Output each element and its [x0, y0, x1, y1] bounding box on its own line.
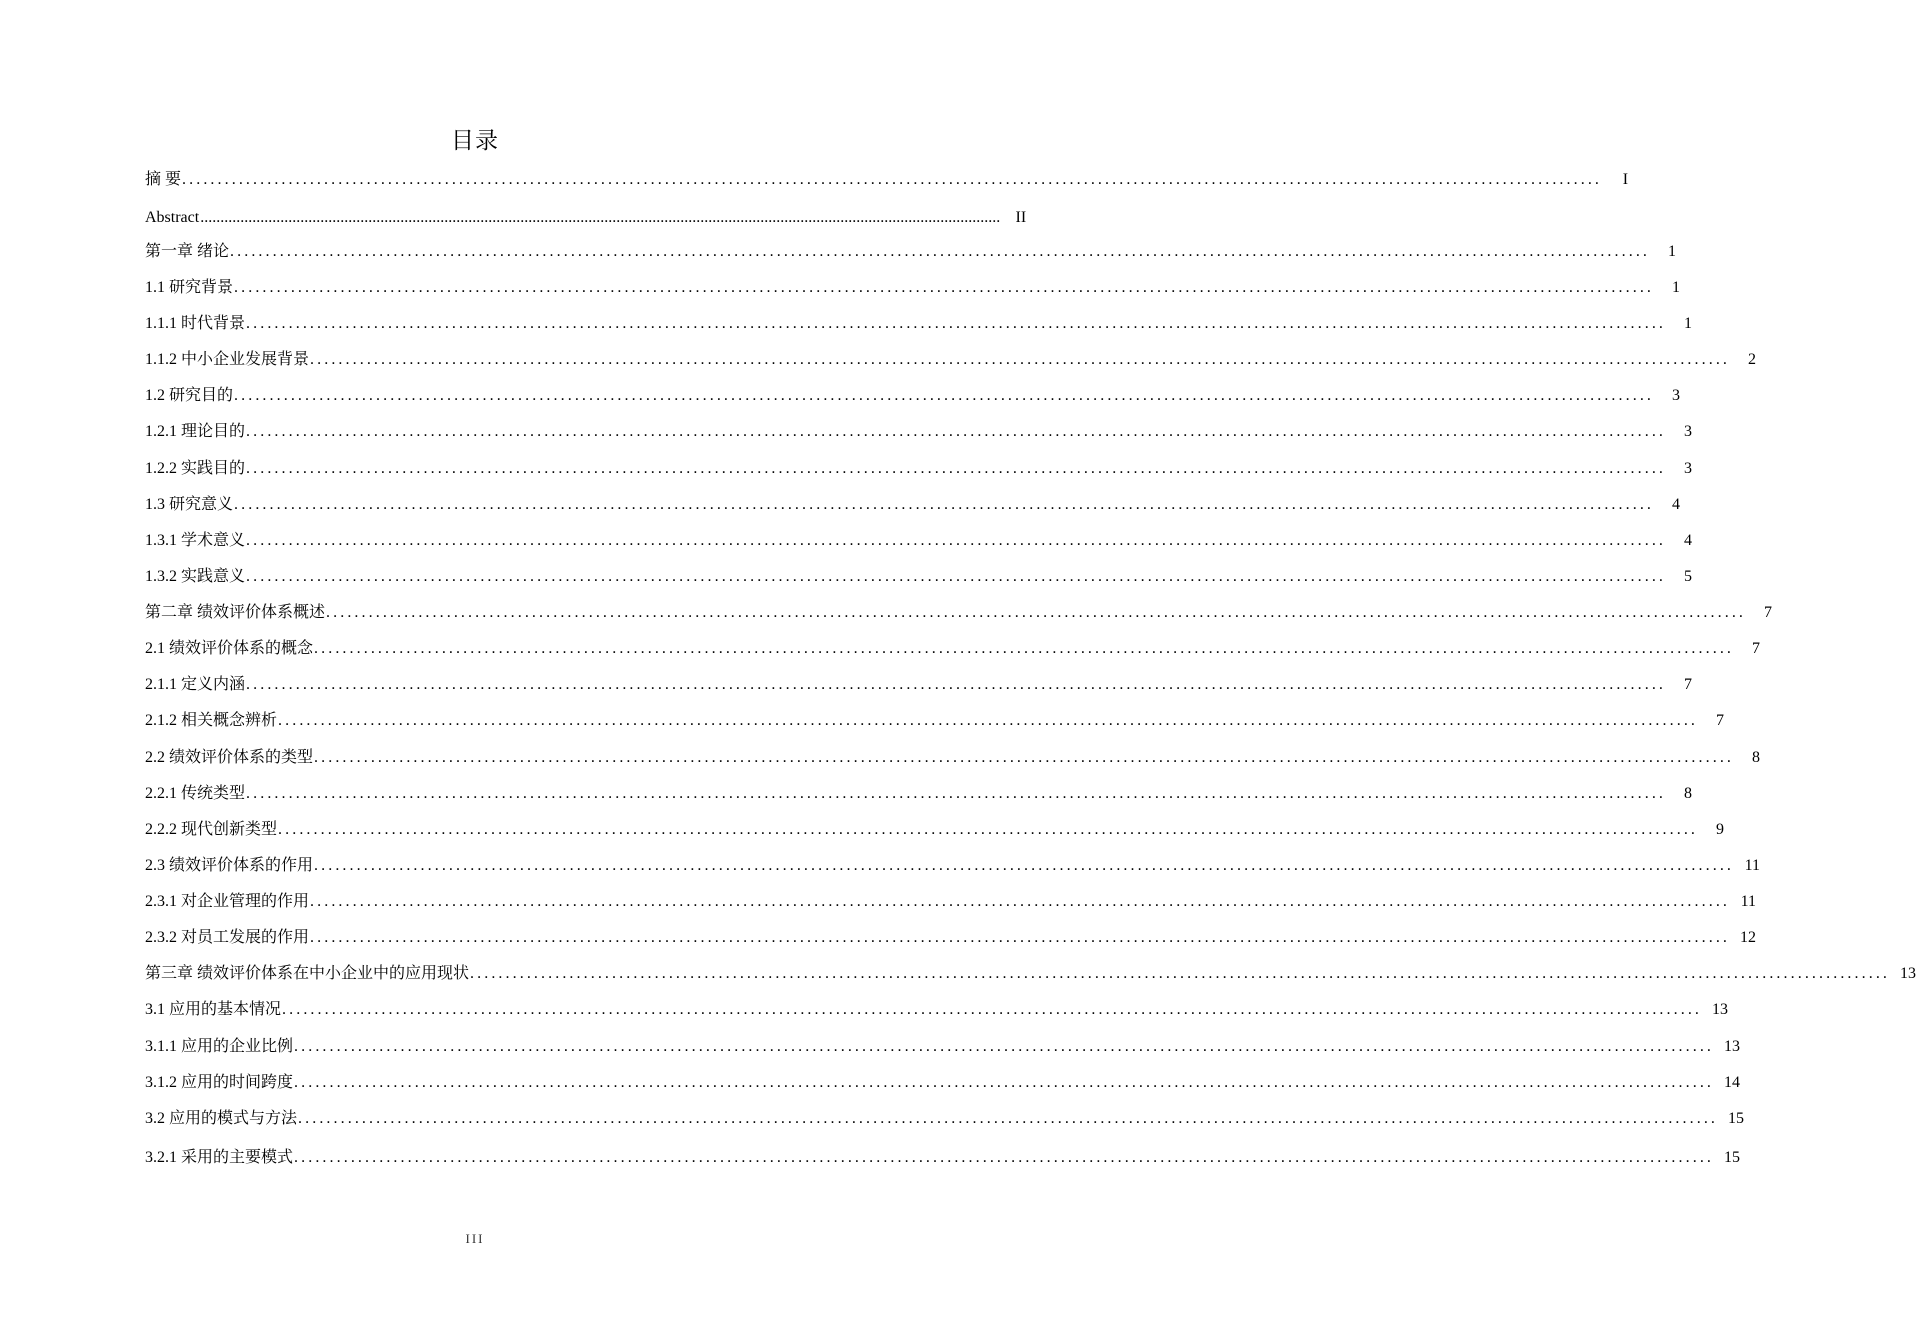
- toc-entry-page: II: [1015, 209, 1027, 226]
- toc-entry-label: 2.1 绩效评价体系的概念: [145, 640, 314, 657]
- toc-entry-page: 7: [1684, 676, 1693, 693]
- toc-entry-page: 7: [1716, 712, 1725, 729]
- toc-entry-label: 第三章 绩效评价体系在中小企业中的应用现状: [145, 965, 470, 982]
- toc-entry-page: 7: [1752, 640, 1761, 657]
- toc-entry-page: 13: [1724, 1038, 1741, 1055]
- toc-dot-leader: ........................................................................................................................................................................................................: [200, 209, 1001, 226]
- toc-dot-leader: ........................................................................................................................................................................................................: [278, 821, 1699, 838]
- toc-entry-page: 1: [1668, 243, 1677, 260]
- toc-entry-label: 2.1.1 定义内涵: [145, 676, 246, 693]
- toc-entry-label: 第一章 绪论: [145, 243, 230, 260]
- toc-entry[interactable]: [145, 709, 1725, 733]
- toc-dot-leader: ........................................................................................................................................................................................................: [246, 460, 1667, 477]
- toc-entry-label: 第二章 绩效评价体系概述: [145, 604, 326, 621]
- toc-entry-label: 1.3.2 实践意义: [145, 568, 246, 585]
- toc-entry-label: 3.2 应用的模式与方法: [145, 1110, 298, 1127]
- toc-entry[interactable]: [145, 890, 1757, 914]
- toc-dot-leader: ........................................................................................................................................................................................................: [246, 532, 1667, 549]
- toc-entry-page: I: [1622, 171, 1629, 188]
- toc-dot-leader: ........................................................................................................................................................................................................: [314, 857, 1735, 874]
- toc-entry-label: 2.3.1 对企业管理的作用: [145, 893, 310, 910]
- toc-entry-label: 1.2 研究目的: [145, 387, 234, 404]
- toc-dot-leader: ........................................................................................................................................................................................................: [326, 604, 1747, 621]
- toc-dot-leader: ........................................................................................................................................................................................................: [294, 1074, 1715, 1091]
- toc-entry-label: 2.2.1 传统类型: [145, 785, 246, 802]
- toc-entry[interactable]: [145, 493, 1681, 517]
- toc-dot-leader: ........................................................................................................................................................................................................: [294, 1038, 1715, 1055]
- toc-entry[interactable]: [145, 854, 1761, 878]
- toc-entry-page: 3: [1684, 423, 1693, 440]
- toc-entry[interactable]: [145, 168, 1629, 192]
- toc-entry-page: 8: [1684, 785, 1693, 802]
- toc-entry-page: 11: [1744, 857, 1761, 874]
- toc-dot-leader: ........................................................................................................................................................................................................: [230, 243, 1651, 260]
- toc-entry-label: 2.2 绩效评价体系的类型: [145, 749, 314, 766]
- toc-entry-label: 1.3.1 学术意义: [145, 532, 246, 549]
- toc-entry-page: 9: [1716, 821, 1725, 838]
- toc-dot-leader: ........................................................................................................................................................................................................: [314, 749, 1735, 766]
- toc-entry-page: 4: [1684, 532, 1693, 549]
- toc-title: 目录: [451, 128, 499, 154]
- toc-entry-label: 2.2.2 现代创新类型: [145, 821, 278, 838]
- toc-entry[interactable]: [145, 457, 1693, 481]
- toc-entry-page: 15: [1728, 1110, 1745, 1127]
- toc-entry-label: 2.3.2 对员工发展的作用: [145, 929, 310, 946]
- toc-entry-label: 1.1.2 中小企业发展背景: [145, 351, 310, 368]
- toc-entry[interactable]: [145, 312, 1693, 336]
- toc-entry[interactable]: [145, 673, 1693, 697]
- toc-entry-label: 2.3 绩效评价体系的作用: [145, 857, 314, 874]
- toc-dot-leader: ........................................................................................................................................................................................................: [282, 1001, 1703, 1018]
- toc-dot-leader: ........................................................................................................................................................................................................: [470, 965, 1891, 982]
- toc-entry-label: 摘 要: [145, 171, 182, 188]
- toc-entry-page: 15: [1724, 1149, 1741, 1166]
- toc-dot-leader: ........................................................................................................................................................................................................: [298, 1110, 1719, 1127]
- toc-entry-page: 4: [1672, 496, 1681, 513]
- toc-dot-leader: ........................................................................................................................................................................................................: [278, 712, 1699, 729]
- toc-entry[interactable]: [145, 348, 1757, 372]
- toc-entry[interactable]: [145, 384, 1681, 408]
- toc-entry-label: 1.2.2 实践目的: [145, 460, 246, 477]
- toc-entry[interactable]: [145, 206, 1027, 230]
- toc-dot-leader: ........................................................................................................................................................................................................: [314, 640, 1735, 657]
- toc-entry[interactable]: [145, 782, 1693, 806]
- toc-entry-label: 3.1.2 应用的时间跨度: [145, 1074, 294, 1091]
- toc-dot-leader: ........................................................................................................................................................................................................: [310, 351, 1731, 368]
- toc-dot-leader: ........................................................................................................................................................................................................: [246, 785, 1667, 802]
- toc-entry[interactable]: [145, 529, 1693, 553]
- toc-entry-page: 7: [1764, 604, 1773, 621]
- toc-dot-leader: ........................................................................................................................................................................................................: [182, 171, 1603, 188]
- toc-entry-label: 3.1 应用的基本情况: [145, 1001, 282, 1018]
- toc-entry[interactable]: [145, 601, 1773, 625]
- toc-entry[interactable]: [145, 565, 1693, 589]
- toc-entry-label: 1.2.1 理论目的: [145, 423, 246, 440]
- toc-entry-page: 11: [1740, 893, 1757, 910]
- page-number-footer: III: [465, 1231, 485, 1246]
- toc-entry-page: 12: [1740, 929, 1757, 946]
- toc-entry[interactable]: [145, 276, 1681, 300]
- toc-entry-page: 3: [1684, 460, 1693, 477]
- toc-entry-label: 3.2.1 采用的主要模式: [145, 1149, 294, 1166]
- toc-dot-leader: ........................................................................................................................................................................................................: [294, 1149, 1715, 1166]
- toc-dot-leader: ........................................................................................................................................................................................................: [234, 279, 1655, 296]
- toc-entry[interactable]: [145, 1146, 1741, 1170]
- toc-entry-label: 1.1 研究背景: [145, 279, 234, 296]
- toc-entry[interactable]: [145, 1071, 1741, 1095]
- toc-entry[interactable]: [145, 998, 1729, 1022]
- toc-entry-page: 8: [1752, 749, 1761, 766]
- toc-entry[interactable]: [145, 420, 1693, 444]
- toc-entry-page: 5: [1684, 568, 1693, 585]
- toc-entry-page: 13: [1712, 1001, 1729, 1018]
- toc-dot-leader: ........................................................................................................................................................................................................: [246, 568, 1667, 585]
- toc-entry-page: 3: [1672, 387, 1681, 404]
- toc-entry[interactable]: [145, 746, 1761, 770]
- toc-entry[interactable]: [145, 240, 1677, 264]
- toc-entry-page: 1: [1684, 315, 1693, 332]
- toc-entry-label: 1.1.1 时代背景: [145, 315, 246, 332]
- toc-entry-label: 1.3 研究意义: [145, 496, 234, 513]
- toc-dot-leader: ........................................................................................................................................................................................................: [246, 676, 1667, 693]
- toc-dot-leader: ........................................................................................................................................................................................................: [246, 423, 1667, 440]
- toc-entry[interactable]: [145, 1035, 1741, 1059]
- toc-entry-label: 2.1.2 相关概念辨析: [145, 712, 278, 729]
- toc-entry[interactable]: [145, 926, 1757, 950]
- toc-dot-leader: ........................................................................................................................................................................................................: [310, 929, 1731, 946]
- toc-entry-page: 14: [1724, 1074, 1741, 1091]
- toc-entry-label: Abstract: [145, 209, 200, 226]
- toc-entry-label: 3.1.1 应用的企业比例: [145, 1038, 294, 1055]
- toc-entry-page: 2: [1748, 351, 1757, 368]
- toc-entry[interactable]: [145, 818, 1725, 842]
- toc-dot-leader: ........................................................................................................................................................................................................: [246, 315, 1667, 332]
- toc-entry[interactable]: [145, 637, 1761, 661]
- toc-dot-leader: ........................................................................................................................................................................................................: [234, 496, 1655, 513]
- toc-dot-leader: ........................................................................................................................................................................................................: [234, 387, 1655, 404]
- toc-dot-leader: ........................................................................................................................................................................................................: [310, 893, 1731, 910]
- toc-entry[interactable]: [145, 1107, 1745, 1131]
- toc-entry[interactable]: [145, 962, 1916, 986]
- toc-entry-page: 1: [1672, 279, 1681, 296]
- toc-entry-page: 13: [1900, 965, 1916, 982]
